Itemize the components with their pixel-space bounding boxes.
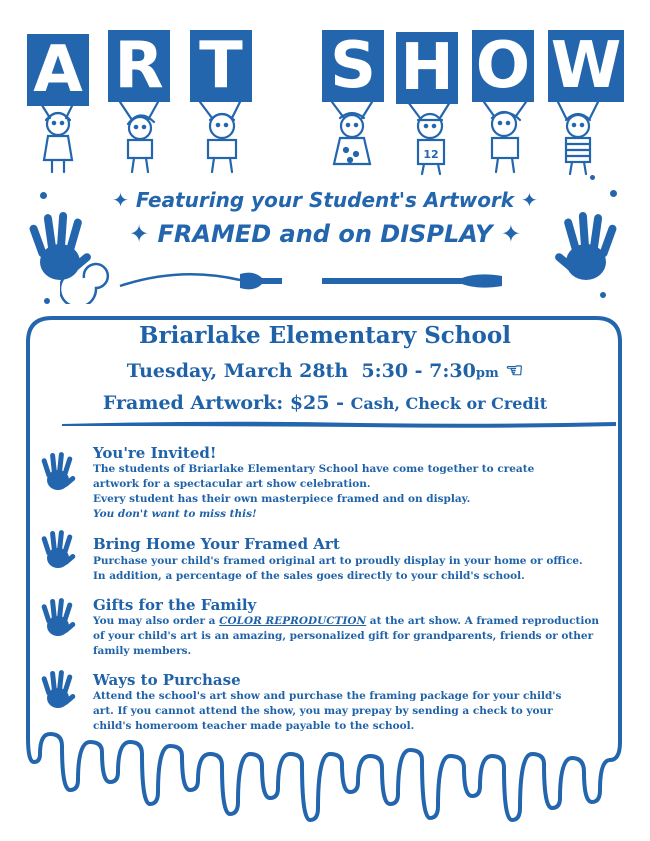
section-body: Purchase your child's framed original art to proudly display in your home or office. In addition, a percentage of the sales goes directly to your child's school. [93,555,583,582]
title-letter-h: H [396,32,458,104]
kid-7-figure [558,102,598,174]
title-letter-r: R [108,30,170,102]
kid-2-figure [120,102,158,172]
color-reproduction-emphasis: COLOR REPRODUCTION [219,615,367,627]
price-line: Framed Artwork: $25 - Cash, Check or Credit [102,392,548,414]
brush-stroke-divider [60,418,620,430]
paintbrush-icon [60,248,530,304]
handprint-icon [38,668,76,712]
section-body: You may also order a COLOR REPRODUCTION at the art show. A framed reproduction of your child's art is an amazing, personalized gift for grandparents, friends or other family members. [93,615,599,657]
star-icon: ✦ [129,220,158,248]
tagline-featuring: ✦ Featuring your Student's Artwork ✦ [112,188,538,212]
title-letter-a: A [27,34,89,106]
kid-shirt-number: 12 [423,148,439,161]
handprint-right-icon [550,210,622,290]
section-title: Ways to Purchase [93,671,241,689]
handprint-icon [38,528,76,572]
date-time-line: Tuesday, March 28th 5:30 - 7:30pm ☜ [126,358,524,382]
tagline-framed: ✦ FRAMED and on DISPLAY ✦ [129,220,521,248]
section-title: Bring Home Your Framed Art [93,535,340,553]
star-icon: ✦ [514,188,538,212]
pointing-hand-icon: ☜ [505,358,524,382]
section-title: You're Invited! [93,444,217,462]
title-letter-t: T [190,30,252,102]
star-icon: ✦ [492,220,521,248]
school-name: Briarlake Elementary School [139,322,511,349]
kid-3-figure [200,102,240,172]
handprint-icon [38,596,76,640]
kid-1-figure [40,102,74,172]
section-body: The students of Briarlake Elementary School have come together to create artwork for a spectacular art show celebration. Every student has their own masterpiece framed and on display. You don't want to miss this! [93,463,535,520]
star-icon: ✦ [112,188,136,212]
handprint-icon [38,450,76,494]
kid-5-figure [408,102,450,174]
kids-illustration [0,98,650,178]
title-letter-s: S [322,30,384,102]
section-title: Gifts for the Family [93,596,257,614]
kid-6-figure [484,102,526,172]
kid-4-figure [332,102,372,164]
title-letter-o: O [472,30,534,102]
title-letter-w: W [548,30,624,102]
section-body: Attend the school's art show and purchase the framing package for your child's art. If you cannot attend the show, you may prepay by sending a check to your child's homeroom teacher made payable to the school. [93,690,562,732]
